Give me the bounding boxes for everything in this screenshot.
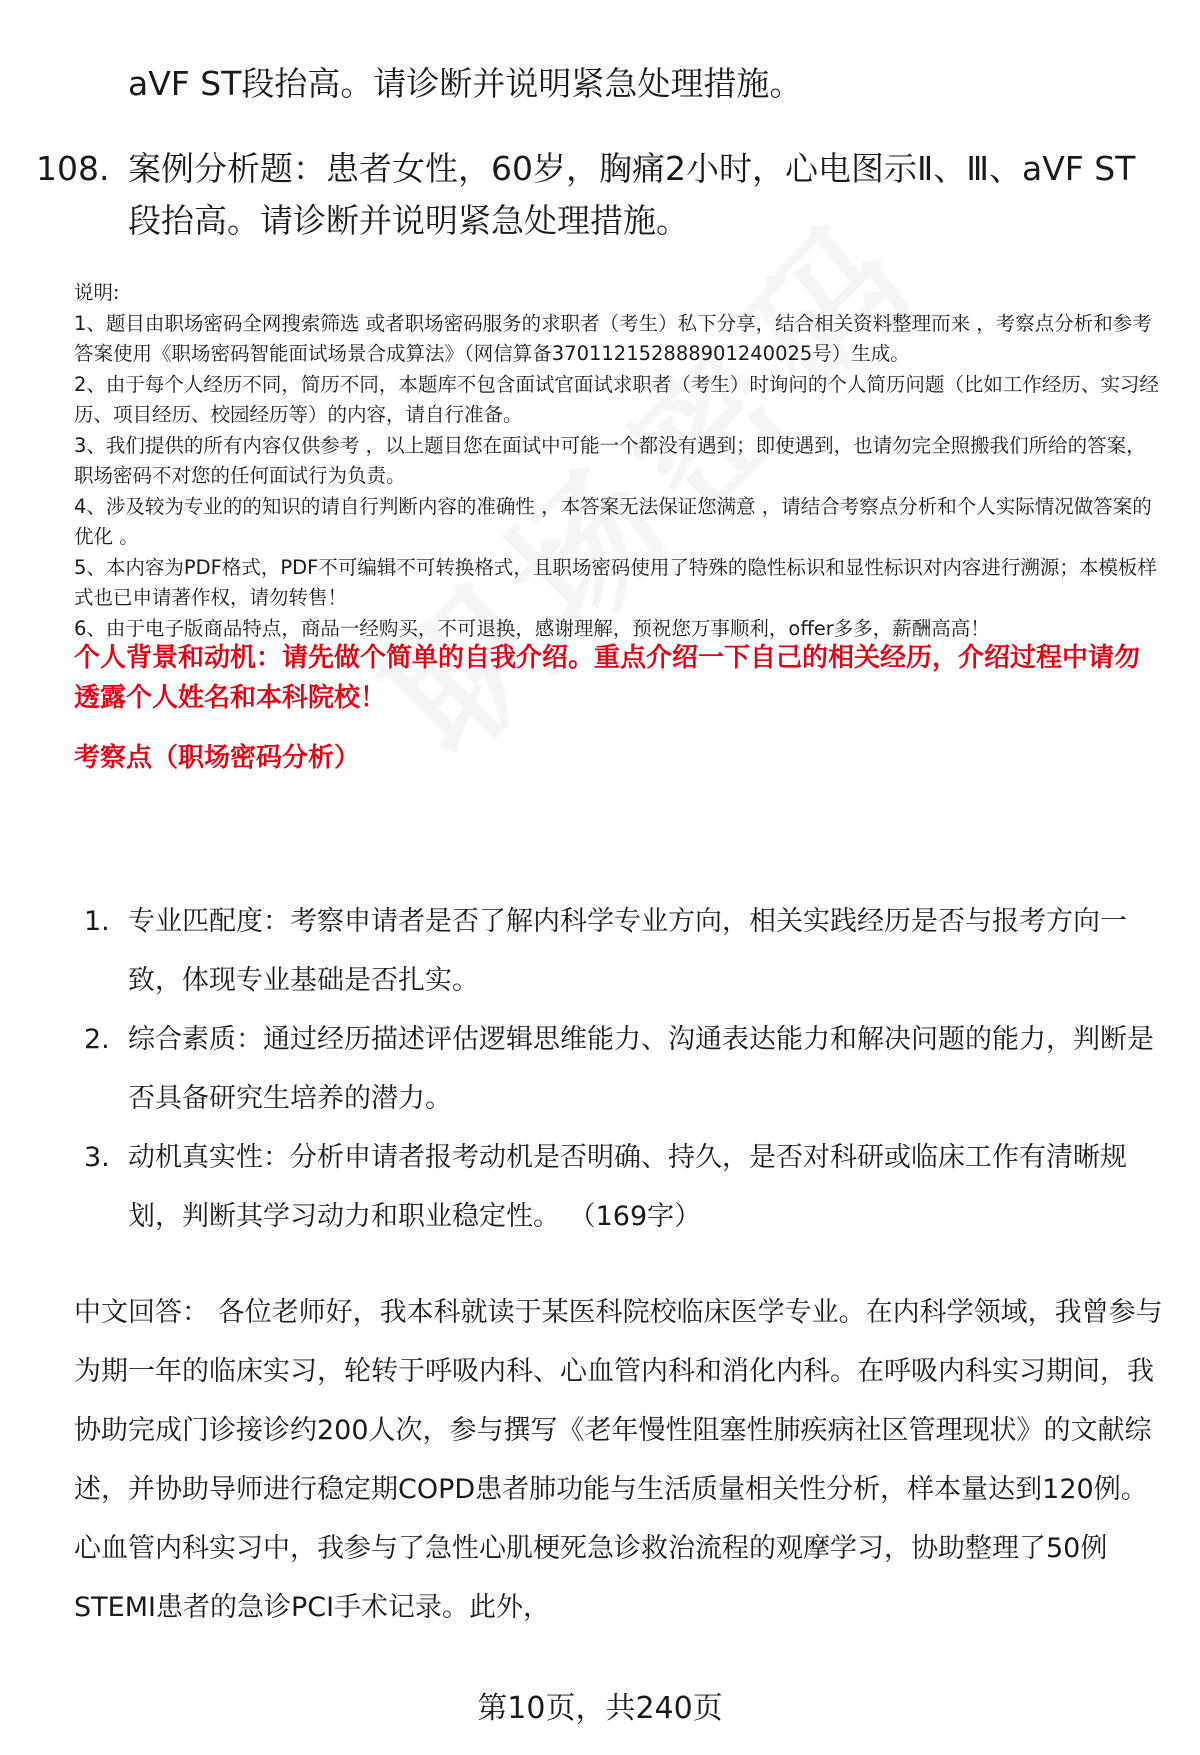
point-number: 2. [84, 1024, 110, 1055]
notes-title: 说明: [74, 281, 120, 304]
note-item: 3、我们提供的所有内容仅供参考 ，以上题目您在面试中可能一个都没有遇到；即使遇到，也请勿完全照搬我们所给的答案，职场密码不对您的任何面试行为负责。 [74, 433, 1146, 487]
analysis-point [84, 892, 1164, 1010]
page-footer: 第10页，共240页 [477, 1691, 723, 1726]
note-item: 1、题目由职场密码全网搜索筛选 或者职场密码服务的求职者（考生）私下分享，结合相关资料整理而来 ，考察点分析和参考答案使用《职场密码智能面试场景合成算法》（网信算备370112152888901240025号）生成。 [74, 311, 1152, 365]
point-text: 综合素质：通过经历描述评估逻辑思维能力、沟通表达能力和解决问题的能力，判断是否具备研究生培养的潜力。 [128, 1024, 1154, 1114]
answer-text: 中文回答： 各位老师好，我本科就读于某医科院校临床医学专业。在内科学领域，我曾参与为期一年的临床实习，轮转于呼吸内科、心血管内科和消化内科。在呼吸内科实习期间，我协助完成门诊接诊约200人次，参与撰写《老年慢性阻塞性肺疾病社区管理现状》的文献综述，并协助导师进行稳定期COPD患者肺功能与生活质量相关性分析，样本量达到120例。心血管内科实习中，我参与了急性心肌梗死急诊救治流程的观摩学习，协助整理了50例STEMI患者的急诊PCI手术记录。此外， [74, 1297, 1163, 1623]
analysis-point [84, 1128, 1164, 1246]
point-text: 专业匹配度：考察申请者是否了解内科学专业方向，相关实践经历是否与报考方向一致，体现专业基础是否扎实。 [128, 906, 1127, 996]
question-continuation: aVF ST段抬高。请诊断并说明紧急处理措施。 [128, 64, 803, 103]
section-heading: 个人背景和动机：请先做个简单的自我介绍。重点介绍一下自己的相关经历，介绍过程中请勿透露个人姓名和本科院校！ [74, 643, 1141, 713]
question-text: 案例分析题：患者女性，60岁，胸痛2小时，心电图示Ⅱ、Ⅲ、aVF ST段抬高。请诊断并说明紧急处理措施。 [128, 149, 1136, 240]
note-item: 2、由于每个人经历不同，简历不同，本题库不包含面试官面试求职者（考生）时询问的个人简历问题（比如工作经历、实习经历、项目经历、校园经历等）的内容，请自行准备。 [74, 372, 1159, 426]
note-item: 4、涉及较为专业的的知识的请自行判断内容的准确性 ，本答案无法保证您满意 ，请结合考察点分析和个人实际情况做答案的优化 。 [74, 494, 1152, 548]
question-number: 108. [36, 149, 110, 188]
note-item: 6、由于电子版商品特点，商品一经购买，不可退换，感谢理解，预祝您万事顺利，offer多多，薪酬高高！ [74, 616, 990, 640]
analysis-points [84, 892, 1164, 1246]
point-number: 1. [84, 906, 110, 937]
point-text: 动机真实性：分析申请者报考动机是否明确、持久，是否对科研或临床工作有清晰规划，判断其学习动力和职业稳定性。 （169字） [128, 1142, 1127, 1232]
point-number: 3. [84, 1142, 110, 1173]
note-item: 5、本内容为PDF格式，PDF不可编辑不可转换格式，且职场密码使用了特殊的隐性标识和显性标识对内容进行溯源；本模板样式也已申请著作权，请勿转售！ [74, 555, 1157, 609]
notes-block [74, 278, 1164, 644]
analysis-heading: 考察点（职场密码分析） [74, 743, 361, 773]
analysis-point [84, 1010, 1164, 1128]
